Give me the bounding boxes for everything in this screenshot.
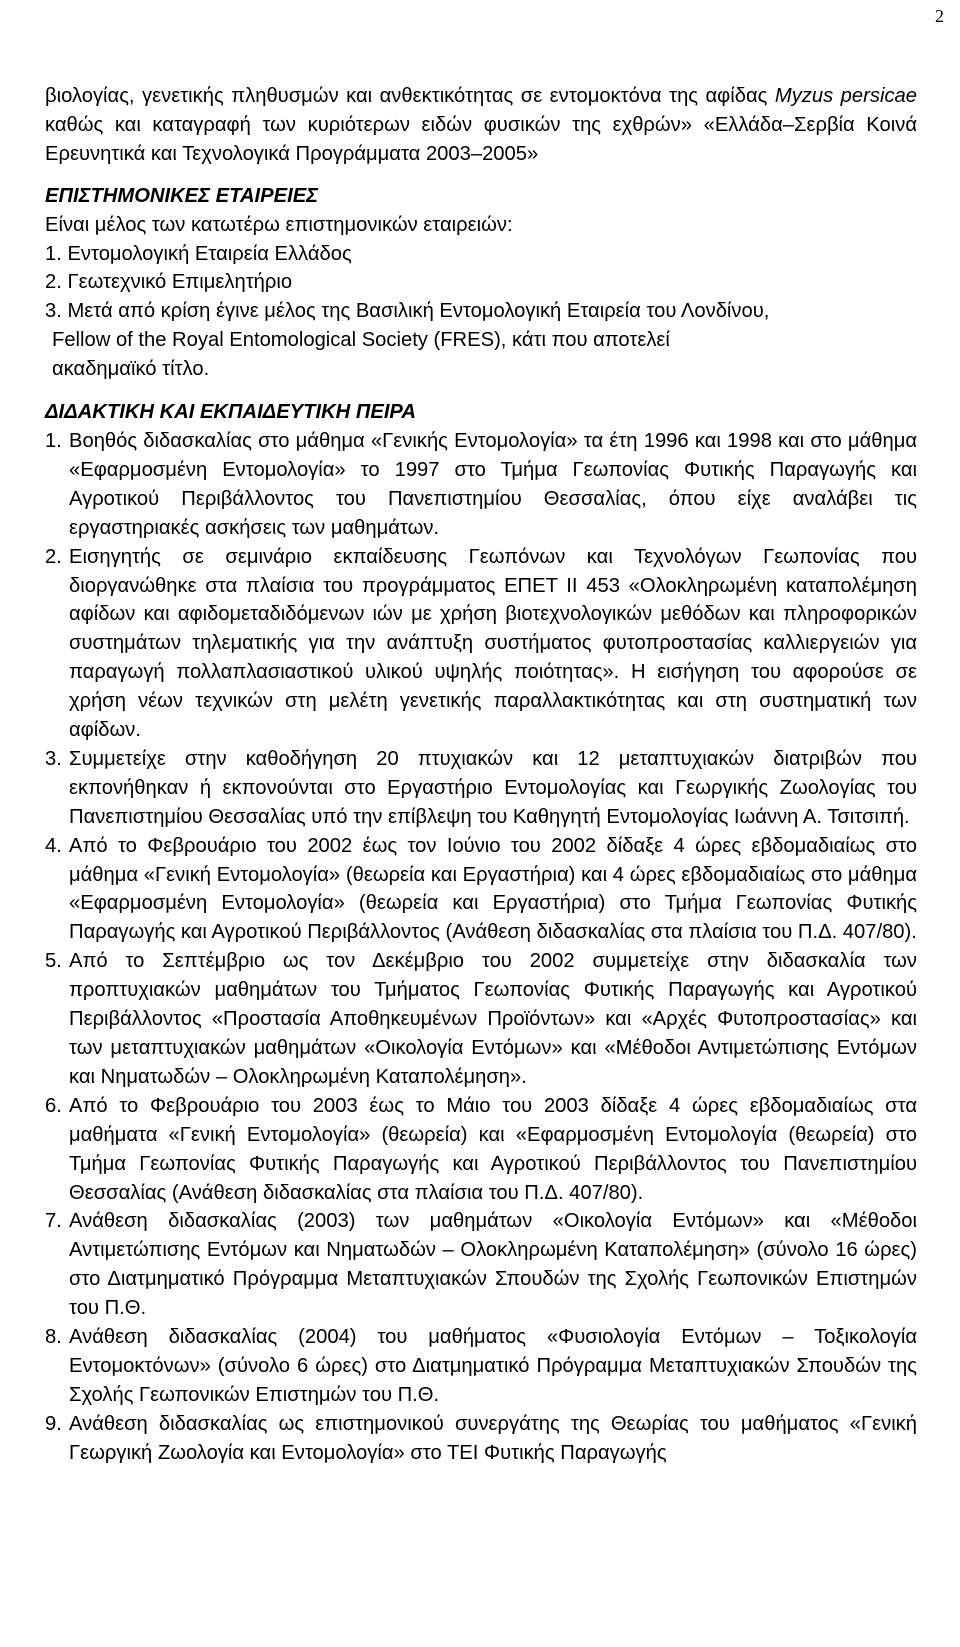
societies-intro: Είναι μέλος των κατωτέρω επιστημονικών εταιρειών: (45, 213, 513, 236)
society-item-3 (45, 297, 917, 384)
document-body (45, 82, 917, 1468)
list-item: 5. Από το Σεπτέμβριο ως τον Δεκέμβριο του 2002 συμμετείχε στην διδασκαλία των προπτυχιακών μαθημάτων του Τμήματος Γεωπονίας Φυτικής Παραγωγής και Αγροτικού Περιβάλλοντος «Προστασία Αποθηκευμένων Προϊόντων» και «Αρχές Φυτοπροστασίας» και των μεταπτυχιακών μαθημάτων «Οικολογία Εντόμων» και «Μέθοδοι Αντιμετώπισης Εντόμων και Νηματωδών – Ολοκληρωμένη Καταπολέμηση». (45, 947, 917, 1092)
item-text: Από το Φεβρουάριο του 2003 έως το Μάιο του 2003 δίδαξε 4 ώρες εβδομαδιαίως στα μαθήματα «Γενική Εντομολογία» (θεωρεία) και «Εφαρμοσμένη Εντομολογία (θεωρεία) στο Τμήμα Γεωπονίας Φυτικής Παραγωγής και Αγροτικού Περιβάλλοντος του Πανεπιστημίου Θεσσαλίας (Ανάθεση διδασκαλίας στα πλαίσια του Π.Δ. 407/80). (69, 1094, 917, 1204)
item-text: Εισηγητής σε σεμινάριο εκπαίδευσης Γεωπόνων και Τεχνολόγων Γεωπονίας που διοργανώθηκε στα πλαίσια του προγράμματος ΕΠΕΤ ΙΙ 453 «Ολοκληρωμένη καταπολέμηση αφίδων και αφιδομεταδιδόμενων ιών με χρήση βιοτεχνολογικών μεθόδων και πληροφορικών συστημάτων τηλεματικής για την ανάπτυξη συστήματος φυτοπροστασίας καλλιεργειών για παραγωγή πολλαπλασιαστικού υλικού υψηλής ποιότητας». Η εισήγηση του αφορούσε σε χρήση νέων τεχνικών στη μελέτη γενετικής παραλλακτικότητας και στη συστηματική των αφίδων. (69, 545, 917, 742)
society-item-3-line: 3. Μετά από κρίση έγινε μέλος της Βασιλική Εντομολογική Εταιρεία του Λονδίνου, (45, 300, 770, 323)
intro-paragraph (45, 82, 917, 169)
societies-heading: ΕΠΙΣΤΗΜΟΝΙΚΕΣ ΕΤΑΙΡΕΙΕΣ (45, 184, 319, 207)
societies-list (45, 240, 917, 385)
society-item-3-cont-1: Fellow of the Royal Entomological Society (FRES), κάτι που αποτελεί (52, 329, 670, 352)
society-item-3-cont-2: ακαδημαϊκό τίτλο. (52, 358, 210, 381)
teaching-heading: ΔΙΔΑΚΤΙΚΗ ΚΑΙ ΕΚΠΑΙΔΕΥΤΙΚΗ ΠΕΙΡΑ (45, 401, 416, 424)
list-item: 9. Ανάθεση διδασκαλίας ως επιστημονικού συνεργάτης της Θεωρίας του μαθήματος «Γενική Γεωργική Ζωολογία και Εντομολογία» στο ΤΕΙ Φυτικής Παραγωγής (45, 1410, 917, 1468)
list-item: 2. Εισηγητής σε σεμινάριο εκπαίδευσης Γεωπόνων και Τεχνολόγων Γεωπονίας που διοργανώθηκε στα πλαίσια του προγράμματος ΕΠΕΤ ΙΙ 453 «Ολοκληρωμένη καταπολέμηση αφίδων και αφιδομεταδιδόμενων ιών με χρήση βιοτεχνολογικών μεθόδων και πληροφορικών συστημάτων τηλεματικής για την ανάπτυξη συστήματος φυτοπροστασίας καλλιεργειών για παραγωγή πολλαπλασιαστικού υλικού υψηλής ποιότητας». Η εισήγηση του αφορούσε σε χρήση νέων τεχνικών στη μελέτη γενετικής παραλλακτικότητας και στη συστηματική των αφίδων. (45, 543, 917, 745)
society-item-1: 1. Εντομολογική Εταιρεία Ελλάδος (45, 242, 352, 265)
list-item: 1. Βοηθός διδασκαλίας στο μάθημα «Γενικής Εντομολογία» τα έτη 1996 και 1998 και στο μάθημα «Εφαρμοσμένη Εντομολογία» το 1997 στο Τμήμα Γεωπονίας Φυτικής Παραγωγής και Αγροτικού Περιβάλλοντος του Πανεπιστημίου Θεσσαλίας, όπου είχε αναλάβει τις εργαστηριακές ασκήσεις των μαθημάτων. (45, 427, 917, 543)
item-text: Ανάθεση διδασκαλίας (2004) του μαθήματος «Φυσιολογία Εντόμων – Τοξικολογία Εντομοκτόνων» (σύνολο 6 ώρες) στο Διατμηματικό Πρόγραμμα Μεταπτυχιακών Σπουδών της Σχολής Γεωπονικών Επιστημών του Π.Θ. (69, 1326, 917, 1406)
species-name: Myzus persicae (774, 85, 917, 107)
list-item: 4. Από το Φεβρουάριο του 2002 έως τον Ιούνιο του 2002 δίδαξε 4 ώρες εβδομαδιαίως στο μάθημα «Γενική Εντομολογία» (θεωρεία και Εργαστήρια) και 4 ώρες εβδομαδιαίως στο μάθημα «Εφαρμοσμένη Εντομολογία» (θεωρεία και Εργαστήρια) στο Τμήμα Γεωπονίας Φυτικής Παραγωγής και Αγροτικού Περιβάλλοντος (Ανάθεση διδασκαλίας στα πλαίσια του Π.Δ. 407/80). (45, 832, 917, 948)
intro-text-1: βιολογίας, γενετικής πληθυσμών και ανθεκτικότητας σε εντομοκτόνα της αφίδας (45, 85, 768, 107)
item-text: Ανάθεση διδασκαλίας (2003) των μαθημάτων «Οικολογία Εντόμων» και «Μέθοδοι Αντιμετώπισης Εντόμων και Νηματωδών – Ολοκληρωμένη Καταπολέμηση» (σύνολο 16 ώρες) στο Διατμηματικό Πρόγραμμα Μεταπτυχιακών Σπουδών της Σχολής Γεωπονικών Επιστημών του Π.Θ. (69, 1210, 917, 1320)
item-text: Βοηθός διδασκαλίας στο μάθημα «Γενικής Εντομολογία» τα έτη 1996 και 1998 και στο μάθημα «Εφαρμοσμένη Εντομολογία» το 1997 στο Τμήμα Γεωπονίας Φυτικής Παραγωγής και Αγροτικού Περιβάλλοντος του Πανεπιστημίου Θεσσαλίας, όπου είχε αναλάβει τις εργαστηριακές ασκήσεις των μαθημάτων. (69, 429, 917, 539)
list-item: 3. Συμμετείχε στην καθοδήγηση 20 πτυχιακών και 12 μεταπτυχιακών διατριβών που εκπονήθηκαν ή εκπονούνται στο Εργαστήριο Εντομολογίας και Γεωργικής Ζωολογίας του Πανεπιστημίου Θεσσαλίας υπό την επίβλεψη του Καθηγητή Εντομολογίας Ιωάννη Α. Τσιτσιπή. (45, 745, 917, 832)
intro-text-2: καθώς και καταγραφή των κυριότερων ειδών φυσικών της εχθρών» «Ελλάδα–Σερβία Κοινά Ερευνητικά και Τεχνολογικά Προγράμματα 2003–2005» (45, 113, 917, 165)
society-item-2: 2. Γεωτεχνικό Επιμελητήριο (45, 271, 293, 294)
list-item: 7. Ανάθεση διδασκαλίας (2003) των μαθημάτων «Οικολογία Εντόμων» και «Μέθοδοι Αντιμετώπισης Εντόμων και Νηματωδών – Ολοκληρωμένη Καταπολέμηση» (σύνολο 16 ώρες) στο Διατμηματικό Πρόγραμμα Μεταπτυχιακών Σπουδών της Σχολής Γεωπονικών Επιστημών του Π.Θ. (45, 1207, 917, 1323)
item-text: Από το Φεβρουάριο του 2002 έως τον Ιούνιο του 2002 δίδαξε 4 ώρες εβδομαδιαίως στο μάθημα «Γενική Εντομολογία» (θεωρεία και Εργαστήρια) και 4 ώρες εβδομαδιαίως στο μάθημα «Εφαρμοσμένη Εντομολογία» (θεωρεία και Εργαστήρια) στο Τμήμα Γεωπονίας Φυτικής Παραγωγής και Αγροτικού Περιβάλλοντος (Ανάθεση διδασκαλίας στα πλαίσια του Π.Δ. 407/80). (69, 834, 917, 944)
list-item: 6. Από το Φεβρουάριο του 2003 έως το Μάιο του 2003 δίδαξε 4 ώρες εβδομαδιαίως στα μαθήματα «Γενική Εντομολογία» (θεωρεία) και «Εφαρμοσμένη Εντομολογία (θεωρεία) στο Τμήμα Γεωπονίας Φυτικής Παραγωγής και Αγροτικού Περιβάλλοντος του Πανεπιστημίου Θεσσαλίας (Ανάθεση διδασκαλίας στα πλαίσια του Π.Δ. 407/80). (45, 1092, 917, 1208)
item-text: Συμμετείχε στην καθοδήγηση 20 πτυχιακών και 12 μεταπτυχιακών διατριβών που εκπονήθηκαν ή εκπονούνται στο Εργαστήριο Εντομολογίας και Γεωργικής Ζωολογίας του Πανεπιστημίου Θεσσαλίας υπό την επίβλεψη του Καθηγητή Εντομολογίας Ιωάννη Α. Τσιτσιπή. (69, 747, 917, 828)
page-number: 2 (935, 6, 944, 26)
item-text: Ανάθεση διδασκαλίας ως επιστημονικού συνεργάτης της Θεωρίας του μαθήματος «Γενική Γεωργική Ζωολογία και Εντομολογία» στο ΤΕΙ Φυτικής Παραγωγής (69, 1412, 917, 1464)
teaching-list (45, 427, 917, 1468)
list-item: 8. Ανάθεση διδασκαλίας (2004) του μαθήματος «Φυσιολογία Εντόμων – Τοξικολογία Εντομοκτόνων» (σύνολο 6 ώρες) στο Διατμηματικό Πρόγραμμα Μεταπτυχιακών Σπουδών της Σχολής Γεωπονικών Επιστημών του Π.Θ. (45, 1323, 917, 1410)
item-text: Από το Σεπτέμβριο ως τον Δεκέμβριο του 2002 συμμετείχε στην διδασκαλία των προπτυχιακών μαθημάτων του Τμήματος Γεωπονίας Φυτικής Παραγωγής και Αγροτικού Περιβάλλοντος «Προστασία Αποθηκευμένων Προϊόντων» και «Αρχές Φυτοπροστασίας» και των μεταπτυχιακών μαθημάτων «Οικολογία Εντόμων» και «Μέθοδοι Αντιμετώπισης Εντόμων και Νηματωδών – Ολοκληρωμένη Καταπολέμηση». (69, 950, 917, 1088)
